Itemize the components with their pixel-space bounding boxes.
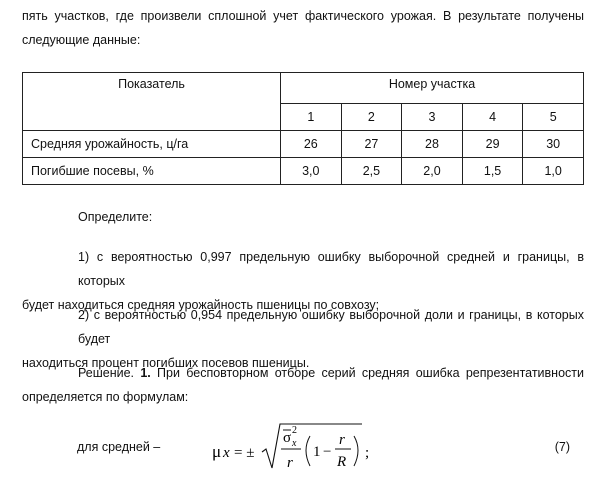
column-number: 4 (462, 104, 523, 131)
formula-minus: − (323, 444, 332, 460)
intro-paragraph (22, 4, 584, 52)
header-plot-number: Номер участка (281, 73, 584, 104)
row-label: Средняя урожайность, ц/га (23, 131, 281, 158)
intro-line-2: следующие данные: (22, 33, 141, 47)
formula-number: (7) (554, 440, 570, 454)
table-row (23, 131, 584, 158)
right-parenthesis (354, 436, 358, 466)
formula-sigma: σ (283, 430, 292, 446)
mean-error-formula (212, 416, 392, 478)
header-indicator: Показатель (23, 73, 281, 131)
task-item-1-line-1: 1) с вероятностью 0,997 предельную ошибку выборочной средней и границы, в которых (78, 250, 584, 288)
solution-line-1-text: При бесповторном отборе серий средняя ошибка репрезентативности (157, 366, 584, 380)
column-number: 1 (281, 104, 342, 131)
row-label: Погибшие посевы, % (23, 158, 281, 185)
intro-line-1: пять участков, где произвели сплошной учет фактического урожая. В результате получены (22, 9, 584, 23)
table-cell: 28 (402, 131, 463, 158)
task-item-2-line-2: находиться процент погибших посевов пшеницы. (22, 356, 310, 370)
data-table (22, 72, 584, 185)
table-row (23, 158, 584, 185)
task-heading: Определите: (78, 210, 153, 224)
solution-line-1 (22, 361, 584, 385)
formula-x: x (223, 445, 230, 461)
column-number: 5 (523, 104, 584, 131)
solution-label: Решение. (78, 366, 135, 380)
formula-mu: μ (212, 442, 222, 461)
table-cell: 2,5 (341, 158, 402, 185)
table-cell: 26 (281, 131, 342, 158)
formula-sigma-subscript: x (292, 438, 297, 449)
table-cell: 1,5 (462, 158, 523, 185)
table-cell: 2,0 (402, 158, 463, 185)
column-number: 3 (402, 104, 463, 131)
solution-line-2: определяется по формулам: (22, 390, 189, 404)
formula-capital-r: R (337, 454, 347, 470)
table-cell: 30 (523, 131, 584, 158)
formula-one: 1 (313, 444, 321, 460)
task-item-1-line-2: будет находиться средняя урожайность пшеницы по совхозу; (22, 298, 380, 312)
solution-paragraph (22, 361, 584, 409)
table-cell: 27 (341, 131, 402, 158)
column-number: 2 (341, 104, 402, 131)
formula-equals-plusminus: = ± (234, 445, 255, 461)
radical-sign (262, 424, 362, 468)
table-cell: 3,0 (281, 158, 342, 185)
table-header-row (23, 73, 584, 104)
left-parenthesis (306, 436, 310, 466)
table-cell: 29 (462, 131, 523, 158)
formula-r-denominator: r (287, 455, 293, 471)
table-cell: 1,0 (523, 158, 584, 185)
formula-sigma-superscript: 2 (292, 425, 297, 436)
formula-row (22, 416, 584, 476)
solution-number: 1. (140, 366, 151, 380)
task-item-2-line-1: 2) с вероятностью 0,954 предельную ошибку выборочной доли и границы, в которых будет (78, 308, 584, 346)
formula-semicolon: ; (365, 445, 370, 461)
formula-label: для средней – (77, 440, 161, 454)
formula-r-numerator: r (339, 432, 345, 448)
